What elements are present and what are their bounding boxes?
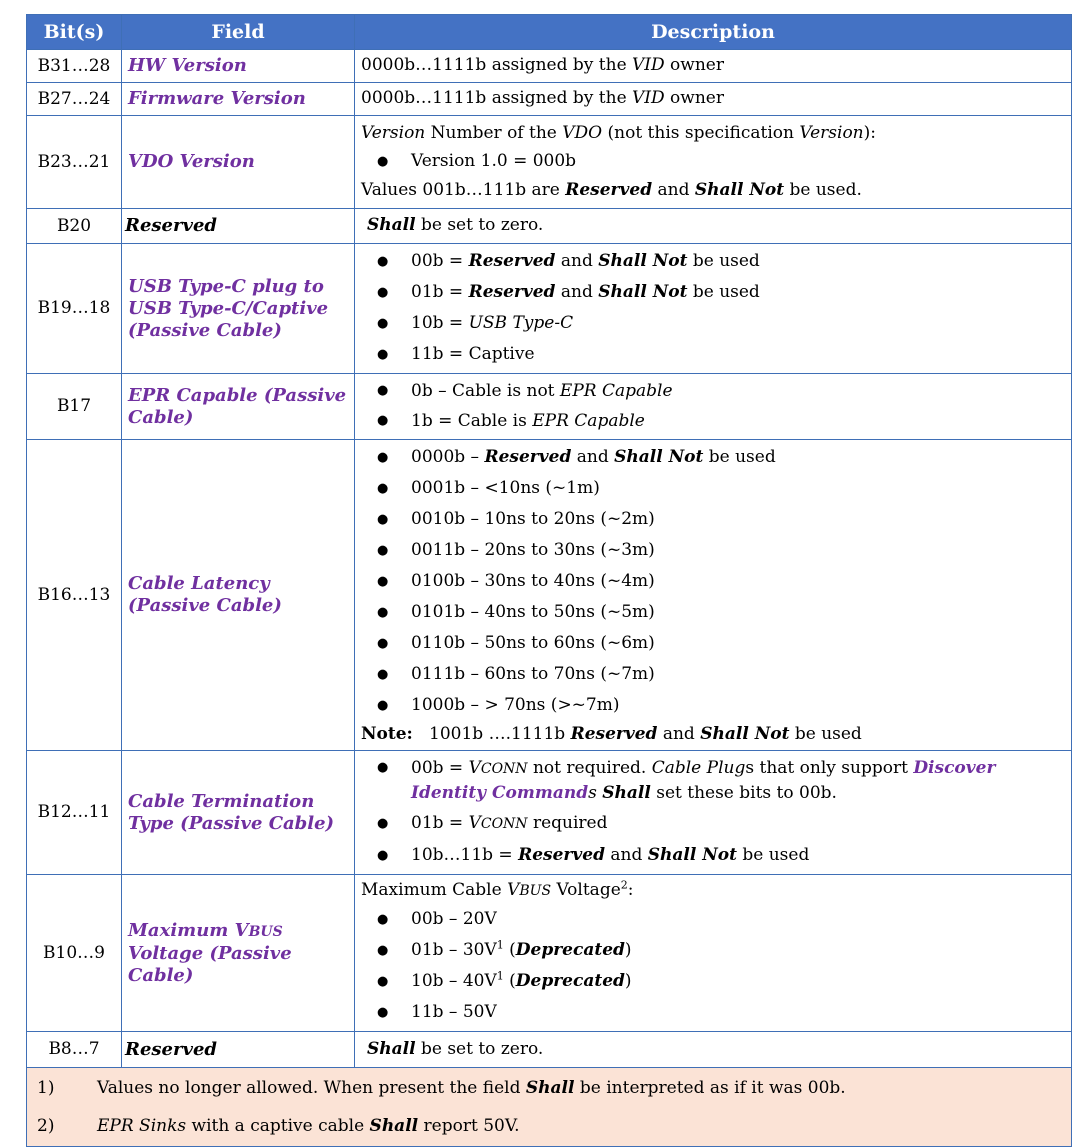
description-cell (355, 751, 1072, 875)
desc-text: be used. (784, 180, 862, 200)
table-row (27, 374, 1072, 440)
list-item: ● 01b = Reserved and Shall Not be used (377, 282, 760, 302)
list-item: ● 0100b – 30ns to 40ns (~4m) (377, 571, 655, 591)
desc-keyword: Shall Not (614, 447, 704, 467)
desc-term: VID (632, 55, 665, 75)
footnote-ref: 1 (496, 969, 504, 983)
table-row (27, 116, 1072, 209)
table-row (27, 244, 1072, 374)
desc-term: USB Type-C (468, 313, 574, 333)
list-item: ● $10b - 40V^1$ (Deprecated) (377, 969, 632, 991)
field-cell: EPR Capable (Passive Cable) (122, 374, 355, 440)
list-item: ● $01b - 30V^1$ (Deprecated) (377, 938, 632, 960)
table-row (27, 50, 1072, 83)
desc-line (361, 120, 1065, 146)
desc-term: VDO (562, 123, 603, 143)
footnote (28, 1107, 1070, 1145)
desc-term: EPR Capable (532, 411, 645, 431)
footnotes-row (27, 1068, 1072, 1147)
table-row (27, 440, 1072, 751)
desc-term: Version (799, 123, 864, 143)
desc-text: ( (503, 940, 516, 960)
desc-text: required (527, 813, 608, 833)
desc-text: and (555, 251, 599, 271)
field-cell: USB Type-C plug to USB Type-C/Captive (Passive Cable) (122, 244, 355, 374)
desc-text: be used (789, 724, 862, 744)
desc-text: 1001b ….1111b (429, 724, 571, 744)
list-item: ● 10b…11b = Reserved and Shall Not be used (377, 845, 810, 865)
desc-text: not required. (527, 758, 652, 778)
table-row (27, 1032, 1072, 1068)
bits-cell: B10…9 (27, 875, 122, 1032)
desc-term: s (588, 783, 603, 803)
desc-text: 0110b – 50ns to 60ns (~6m) (411, 633, 655, 653)
desc-text: ): (863, 123, 876, 143)
desc-keyword: Reserved (468, 282, 556, 302)
list-item: ● 00b = VCONN not required. Cable Plugs that only support Discover Identity Commands Shall set these bits to 00b. (377, 758, 996, 803)
desc-keyword: Shall Not (598, 282, 688, 302)
desc-text: 0011b – 20ns to 30ns (~3m) (411, 540, 655, 560)
field-text: V (234, 919, 249, 941)
bits-cell: B16…13 (27, 440, 122, 751)
desc-text: 00b = (411, 758, 469, 778)
footnote-number: 1) (37, 1078, 55, 1098)
list-item: ● 0000b – Reserved and Shall Not be used (377, 447, 776, 467)
desc-text: 10b = (411, 313, 469, 333)
header-bits: Bit(s) (27, 15, 122, 50)
desc-text: 0101b – 40ns to 50ns (~5m) (411, 602, 655, 622)
desc-text: be set to zero. (415, 215, 544, 235)
desc-term: BUS (519, 883, 552, 899)
description-cell (355, 209, 1072, 244)
list-item: ● 0010b – 10ns to 20ns (~2m) (377, 509, 655, 529)
list-item: ● 0011b – 20ns to 30ns (~3m) (377, 540, 655, 560)
description-cell (355, 374, 1072, 440)
field-text: Voltage (Passive Cable) (128, 942, 292, 986)
desc-keyword: Shall (602, 783, 651, 803)
list-item: ● 00b = Reserved and Shall Not be used (377, 251, 760, 271)
desc-keyword: Deprecated (515, 971, 625, 991)
table-row (27, 83, 1072, 116)
field-cell: Reserved (122, 1032, 355, 1068)
desc-link[interactable]: Discover Identity Command (411, 758, 996, 803)
desc-text: 01b = (411, 282, 469, 302)
list-item: ● 0101b – 40ns to 50ns (~5m) (377, 602, 655, 622)
bullet-list (361, 246, 1065, 370)
desc-keyword: Shall Not (598, 251, 688, 271)
desc-keyword: Shall Not (694, 180, 785, 200)
description-cell (355, 50, 1072, 83)
bullet-list (361, 376, 1065, 436)
table-row (27, 875, 1072, 1032)
desc-text: Values no longer allowed. When present the field (97, 1078, 526, 1098)
desc-text: s that only support (745, 758, 914, 778)
desc-line (361, 177, 1065, 203)
desc-term: V (468, 813, 481, 833)
desc-text: 01b – 30V (411, 940, 497, 960)
desc-text: be set to zero. (415, 1038, 544, 1059)
desc-term: CONN (480, 816, 528, 832)
field-text: Maximum (128, 919, 235, 941)
footnote (28, 1069, 1070, 1107)
field-cell: Cable Latency (Passive Cable) (122, 440, 355, 751)
desc-keyword: Deprecated (515, 940, 625, 960)
description-cell (355, 440, 1072, 751)
desc-keyword: Reserved (484, 447, 572, 467)
list-item: ● 0b – Cable is not EPR Capable (377, 381, 673, 401)
field-cell: VDO Version (122, 116, 355, 209)
desc-text: 1b = Cable is (411, 411, 533, 431)
desc-text: Maximum Cable (361, 880, 508, 900)
desc-text: report 50V. (418, 1116, 520, 1136)
desc-text: 00b – 20V (411, 909, 497, 929)
list-item: ● 10b = USB Type-C (377, 313, 574, 333)
desc-text: 11b – 50V (411, 1002, 497, 1022)
bullet-list (361, 753, 1065, 871)
desc-text: ( (503, 971, 516, 991)
bits-cell: B17 (27, 374, 122, 440)
desc-term: V (468, 758, 481, 778)
desc-text: Values 001b…111b are (361, 180, 566, 200)
desc-text: 0111b – 60ns to 70ns (~7m) (411, 664, 655, 684)
bits-cell: B31…28 (27, 50, 122, 83)
table-row (27, 751, 1072, 875)
desc-text: and (652, 180, 695, 200)
desc-text: be interpreted as if it was 00b. (574, 1078, 846, 1098)
desc-text: be used (703, 447, 776, 467)
description-cell (355, 244, 1072, 374)
note-label: Note: (361, 724, 413, 744)
desc-term: Version (361, 123, 426, 143)
desc-keyword: Shall (367, 1038, 416, 1059)
desc-keyword: Reserved (565, 180, 653, 200)
desc-text: : (627, 880, 634, 900)
list-item: ● 11b – 50V (377, 1002, 497, 1022)
description-cell (355, 116, 1072, 209)
field-cell: Reserved (122, 209, 355, 244)
desc-text: 0b – Cable is not (411, 381, 560, 401)
desc-text: 11b = Captive (411, 344, 535, 364)
table-row (27, 209, 1072, 244)
desc-text: Voltage (551, 880, 621, 900)
desc-line (361, 877, 1065, 904)
footnotes-cell (27, 1068, 1072, 1147)
desc-text: 0000b…1111b assigned by the (361, 88, 633, 108)
desc-text: owner (664, 55, 724, 75)
desc-text: 01b = (411, 813, 469, 833)
desc-text: 0100b – 30ns to 40ns (~4m) (411, 571, 655, 591)
note-line (361, 721, 1065, 747)
desc-text: ) (624, 940, 632, 960)
header-description: Description (355, 15, 1072, 50)
desc-keyword: Shall (367, 215, 416, 235)
footnote-text (97, 1069, 846, 1107)
desc-keyword: Shall Not (647, 845, 737, 865)
desc-text: 10b…11b = (411, 845, 519, 865)
bullet-list (361, 442, 1065, 721)
desc-text: owner (664, 88, 724, 108)
desc-text: ) (624, 971, 632, 991)
footnote-text (97, 1107, 520, 1145)
desc-text: Version 1.0 = 000b (411, 151, 577, 171)
list-item: ● 1000b – > 70ns (>~7m) (377, 695, 620, 715)
field-cell: HW Version (122, 50, 355, 83)
desc-text: and (604, 845, 648, 865)
desc-term: EPR Capable (559, 381, 673, 401)
desc-keyword: Reserved (468, 251, 556, 271)
list-item: ● 01b = VCONN required (377, 813, 608, 833)
bits-cell: B27…24 (27, 83, 122, 116)
desc-text: be used (736, 845, 810, 865)
field-cell: Firmware Version (122, 83, 355, 116)
description-cell (355, 1032, 1072, 1068)
list-item: ● 0001b – <10ns (~1m) (377, 478, 600, 498)
field-text: BUS (248, 923, 283, 940)
bullet-list (361, 146, 1065, 177)
bits-cell: B23…21 (27, 116, 122, 209)
desc-text: and (555, 282, 599, 302)
header-field: Field (122, 15, 355, 50)
desc-text: and (571, 447, 615, 467)
list-item: ● Version 1.0 = 000b (377, 151, 577, 171)
desc-text: 0000b…1111b assigned by the (361, 55, 633, 75)
desc-text: set these bits to 00b. (650, 783, 837, 803)
bitfield-table (26, 14, 1072, 1147)
list-item: ● 1b = Cable is EPR Capable (377, 411, 645, 431)
footnote-ref: 1 (496, 938, 504, 952)
description-cell (355, 875, 1072, 1032)
list-item: ● 11b = Captive (377, 344, 535, 364)
desc-term: EPR Sinks (97, 1116, 187, 1136)
footnote-ref: 2 (620, 878, 628, 892)
field-cell (122, 875, 355, 1032)
desc-text: 00b = (411, 251, 469, 271)
desc-term: CONN (480, 761, 528, 777)
bits-cell: B20 (27, 209, 122, 244)
table-header-row (27, 15, 1072, 50)
desc-text: 10b – 40V (411, 971, 497, 991)
bits-cell: B19…18 (27, 244, 122, 374)
desc-keyword: Shall Not (700, 724, 790, 744)
desc-term: V (507, 880, 520, 900)
field-cell: Cable Termination Type (Passive Cable) (122, 751, 355, 875)
desc-term: Cable Plug (651, 758, 746, 778)
list-item: ● 0110b – 50ns to 60ns (~6m) (377, 633, 655, 653)
desc-text: (not this specification (602, 123, 800, 143)
list-item: ● 00b – 20V (377, 909, 497, 929)
desc-text: be used (687, 251, 760, 271)
footnote-number: 2) (37, 1116, 55, 1136)
desc-keyword: Shall (369, 1116, 419, 1136)
bits-cell: B8…7 (27, 1032, 122, 1068)
list-item: ● 0111b – 60ns to 70ns (~7m) (377, 664, 655, 684)
desc-text: 0000b – (411, 447, 485, 467)
desc-text: and (657, 724, 701, 744)
desc-text: with a captive cable (186, 1116, 370, 1136)
desc-text: Number of the (425, 123, 563, 143)
desc-keyword: Reserved (518, 845, 605, 865)
desc-text: 0001b – <10ns (~1m) (411, 478, 600, 498)
desc-text: 0010b – 10ns to 20ns (~2m) (411, 509, 655, 529)
desc-keyword: Reserved (570, 724, 658, 744)
desc-term: VID (632, 88, 665, 108)
desc-text: 1000b – > 70ns (>~7m) (411, 695, 620, 715)
bullet-list (361, 904, 1065, 1028)
bits-cell: B12…11 (27, 751, 122, 875)
desc-keyword: Shall (525, 1078, 575, 1098)
desc-text: be used (687, 282, 760, 302)
description-cell (355, 83, 1072, 116)
